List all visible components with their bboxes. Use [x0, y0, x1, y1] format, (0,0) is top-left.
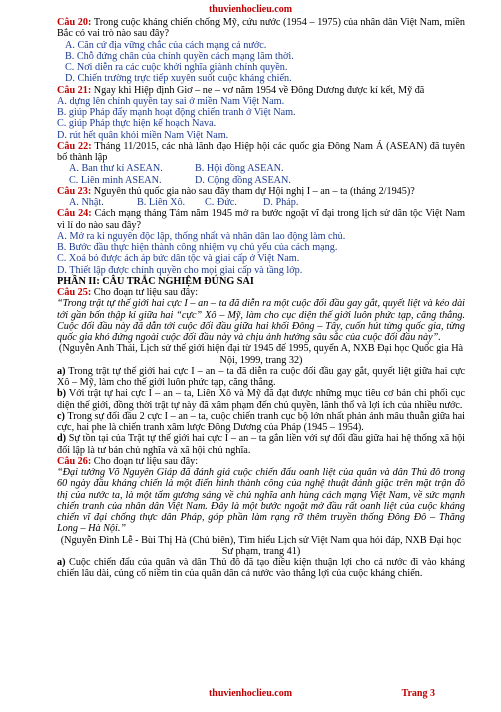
statement-text: Sự tồn tại của Trật tự thế giới hai cực I – an – ta gắn liền với sự đối đầu giữa hai hệ thống xã hội đối lập là tư bản chủ nghĩa và xã hội chủ nghĩa.	[57, 433, 465, 456]
page-number: Trang 3	[401, 688, 435, 699]
statement-c	[57, 411, 465, 434]
question-label: Câu 26:	[57, 455, 92, 467]
question-25	[57, 287, 465, 298]
options-row	[57, 175, 465, 186]
source-citation: (Nguyễn Đình Lễ - Bùi Thị Hà (Chủ biên), Tìm hiểu Lịch sử Việt Nam qua hỏi đáp, NXB Đại học Sư phạm, trang 41)	[60, 534, 462, 557]
question-label: Câu 23:	[57, 185, 92, 197]
option-c: C. giúp Pháp thực hiện kế hoạch Nava.	[57, 118, 217, 130]
option-a: A. Mở ra kỉ nguyên độc lập, thống nhất và nhân dân lao động làm chủ.	[57, 230, 346, 242]
question-20	[57, 17, 465, 40]
option-c: C. Nơi diễn ra các cuộc khởi nghĩa giành chính quyền.	[65, 62, 288, 73]
source-quote: “Trong trật tự thế giới hai cực I – an – ta đã diễn ra một cuộc đối đầu gay gắt, quyết liệt và kéo dài tới gần bốn thập kỉ giữa hai “cực” Xô – Mỹ, làm cho cục diện thế giới luôn phức tạp, căng thẳng. Cuộc đối đầu này đã dẫn tới cuộc đối đầu giữa hai khối Đông – Tây, cuốn hút từng quốc gia, từng quốc gia khó đứng ngoài cuộc đối đầu này và chịu ảnh hưởng sâu sắc của cuộc đối đầu này”.	[57, 298, 465, 343]
question-22	[57, 141, 465, 164]
header-site-link[interactable]: thuvienhoclieu.com	[208, 4, 293, 15]
statement-label: a)	[57, 557, 66, 568]
question-23	[57, 186, 465, 197]
statement-a	[57, 557, 465, 580]
question-21	[57, 85, 465, 96]
statement-d	[57, 433, 465, 456]
option-d: D. rút hết quân khỏi miền Nam Việt Nam.	[57, 129, 229, 141]
question-text: Ngay khi Hiệp định Giơ – ne – vơ năm 1954 về Đông Dương được kí kết, Mỹ đã	[91, 84, 425, 96]
option-d: D. Cộng đồng ASEAN.	[195, 174, 291, 186]
option-c: C. Xoá bỏ được ách áp bức dân tộc và giai cấp ở Việt Nam.	[57, 253, 300, 265]
question-text: Cho đoạn tư liệu sau đây:	[91, 455, 199, 467]
option-a: A. dựng lên chính quyền tay sai ở miền Nam Việt Nam.	[57, 95, 285, 107]
option-d: D. Thiết lập được chính quyền cho mọi giai cấp và tầng lớp.	[57, 264, 303, 276]
question-text: Cho đoạn tư liệu sau đây:	[91, 287, 199, 298]
question-text: Trong cuộc kháng chiến chống Mỹ, cứu nước (1954 – 1975) của nhân dân Việt Nam, miền Bắc có vai trò nào sau đây?	[57, 17, 465, 40]
option-b: B. Bước đầu thực hiện thành công nhiệm vụ chủ yếu của cách mạng.	[57, 242, 338, 253]
question-text: Tháng 11/2015, các nhà lãnh đạo Hiệp hội các quốc gia Đông Nam Á (ASEAN) đã tuyên bố thành lập	[57, 140, 465, 163]
option-a: A. Ban thư kí ASEAN.	[69, 163, 163, 175]
question-label: Câu 25:	[57, 287, 92, 298]
statement-label: d)	[57, 433, 67, 445]
statement-label: c)	[57, 410, 65, 422]
option-d: D. Chiến trường trực tiếp xuyên suốt cuộc kháng chiến.	[65, 73, 292, 85]
section-title: PHẦN II: CÂU TRẮC NGHIỆM ĐÚNG SAI	[57, 275, 254, 287]
question-text: Cách mạng tháng Tám năm 1945 mở ra bước ngoặt vĩ đại trong lịch sử dân tộc Việt Nam vì lí do nào sau đây?	[57, 208, 465, 231]
options-row	[57, 197, 465, 208]
source-quote: “Đại tướng Võ Nguyên Giáp đã đánh giá cuộc chiến đấu oanh liệt của quân và dân Thủ đô trong 60 ngày đầu kháng chiến là một điển hình thành công của nghệ thuật đánh giặc trên mặt trận đô thị của nước ta, là một tấm gương sáng về chủ nghĩa anh hùng cách mạng Việt Nam, về sức mạnh chiến tranh của nhân dân Việt Nam. Đây là một bước ngoặt mở đầu rất oanh liệt của cuộc kháng chiến vĩ đại chống thực dân Pháp, góp phần làm rạng rỡ thêm truyền thống Đông Đô – Thăng Long – Hà Nội.”	[57, 467, 465, 535]
question-label: Câu 24:	[57, 208, 92, 220]
statement-a	[57, 366, 465, 389]
question-label: Câu 21:	[57, 84, 92, 96]
option-b: B. Hội đồng ASEAN.	[195, 163, 284, 175]
option-c: C. Đức.	[205, 197, 237, 208]
option-c: C. Liên minh ASEAN.	[69, 174, 162, 186]
option-a: A. Căn cứ địa vững chắc của cách mạng cả nước.	[65, 39, 267, 51]
question-label: Câu 20:	[57, 17, 92, 28]
statement-text: Cuộc chiến đấu của quân và dân Thủ đô đã tạo điều kiện thuận lợi cho cả nước đi vào kháng chiến lâu dài, củng cố niềm tin của quân dân cả nước vào thắng lợi của cuộc kháng chiến.	[57, 557, 465, 580]
option-b: B. Chỗ đứng chân của chính quyền cách mạng lâm thời.	[65, 50, 294, 62]
statement-label: b)	[57, 388, 67, 400]
exam-content	[57, 17, 465, 580]
option-d: D. Pháp.	[263, 197, 299, 208]
option-b: B. giúp Pháp đẩy mạnh hoạt động chiến tranh ở Việt Nam.	[57, 107, 296, 118]
footer-site-link[interactable]: thuvienhoclieu.com	[208, 688, 293, 699]
source-citation: (Nguyễn Anh Thái, Lịch sử thế giới hiện đại từ 1945 đế 1995, quyển A, NXB Đại học Quốc gia Hà Nội, 1999, trang 32)	[58, 343, 464, 366]
question-text: Nguyên thủ quốc gia nào sau đây tham dự Hội nghị I – an – ta (tháng 2/1945)?	[91, 185, 415, 197]
question-26	[57, 456, 465, 467]
statement-text: Trong sự đối đầu 2 cực I – an – ta, cuộc chiến tranh cục bộ lớn nhất phản ánh mâu thuẫn giữa hai cực, hai phe là chiến tranh xâm lược Đông Dương của Pháp (1945 – 1954).	[57, 410, 465, 433]
option-b: B. Liên Xô.	[137, 197, 186, 208]
statement-text: Trong trật tự thế giới hai cực I – an – ta đã diễn ra cuộc đối đầu gay gắt, quyết liệt giữa hai cực Xô – Mỹ, làm cho thế giới luôn phức tạp, căng thẳng.	[57, 365, 465, 388]
question-24	[57, 208, 465, 231]
options-row	[57, 163, 465, 174]
option-a: A. Nhật.	[69, 197, 104, 208]
statement-label: a)	[57, 365, 66, 377]
statement-text: Với trật tự hai cực I – an – ta, Liên Xô và Mỹ đã đạt được những mục tiêu cơ bản chi phối cục diện thế giới, đồng thời trật tự này đã xâm phạm đến chủ quyền, lãnh thổ và lợi ích của nhiều nước.	[57, 388, 465, 411]
question-label: Câu 22:	[57, 140, 92, 152]
statement-b	[57, 388, 465, 411]
